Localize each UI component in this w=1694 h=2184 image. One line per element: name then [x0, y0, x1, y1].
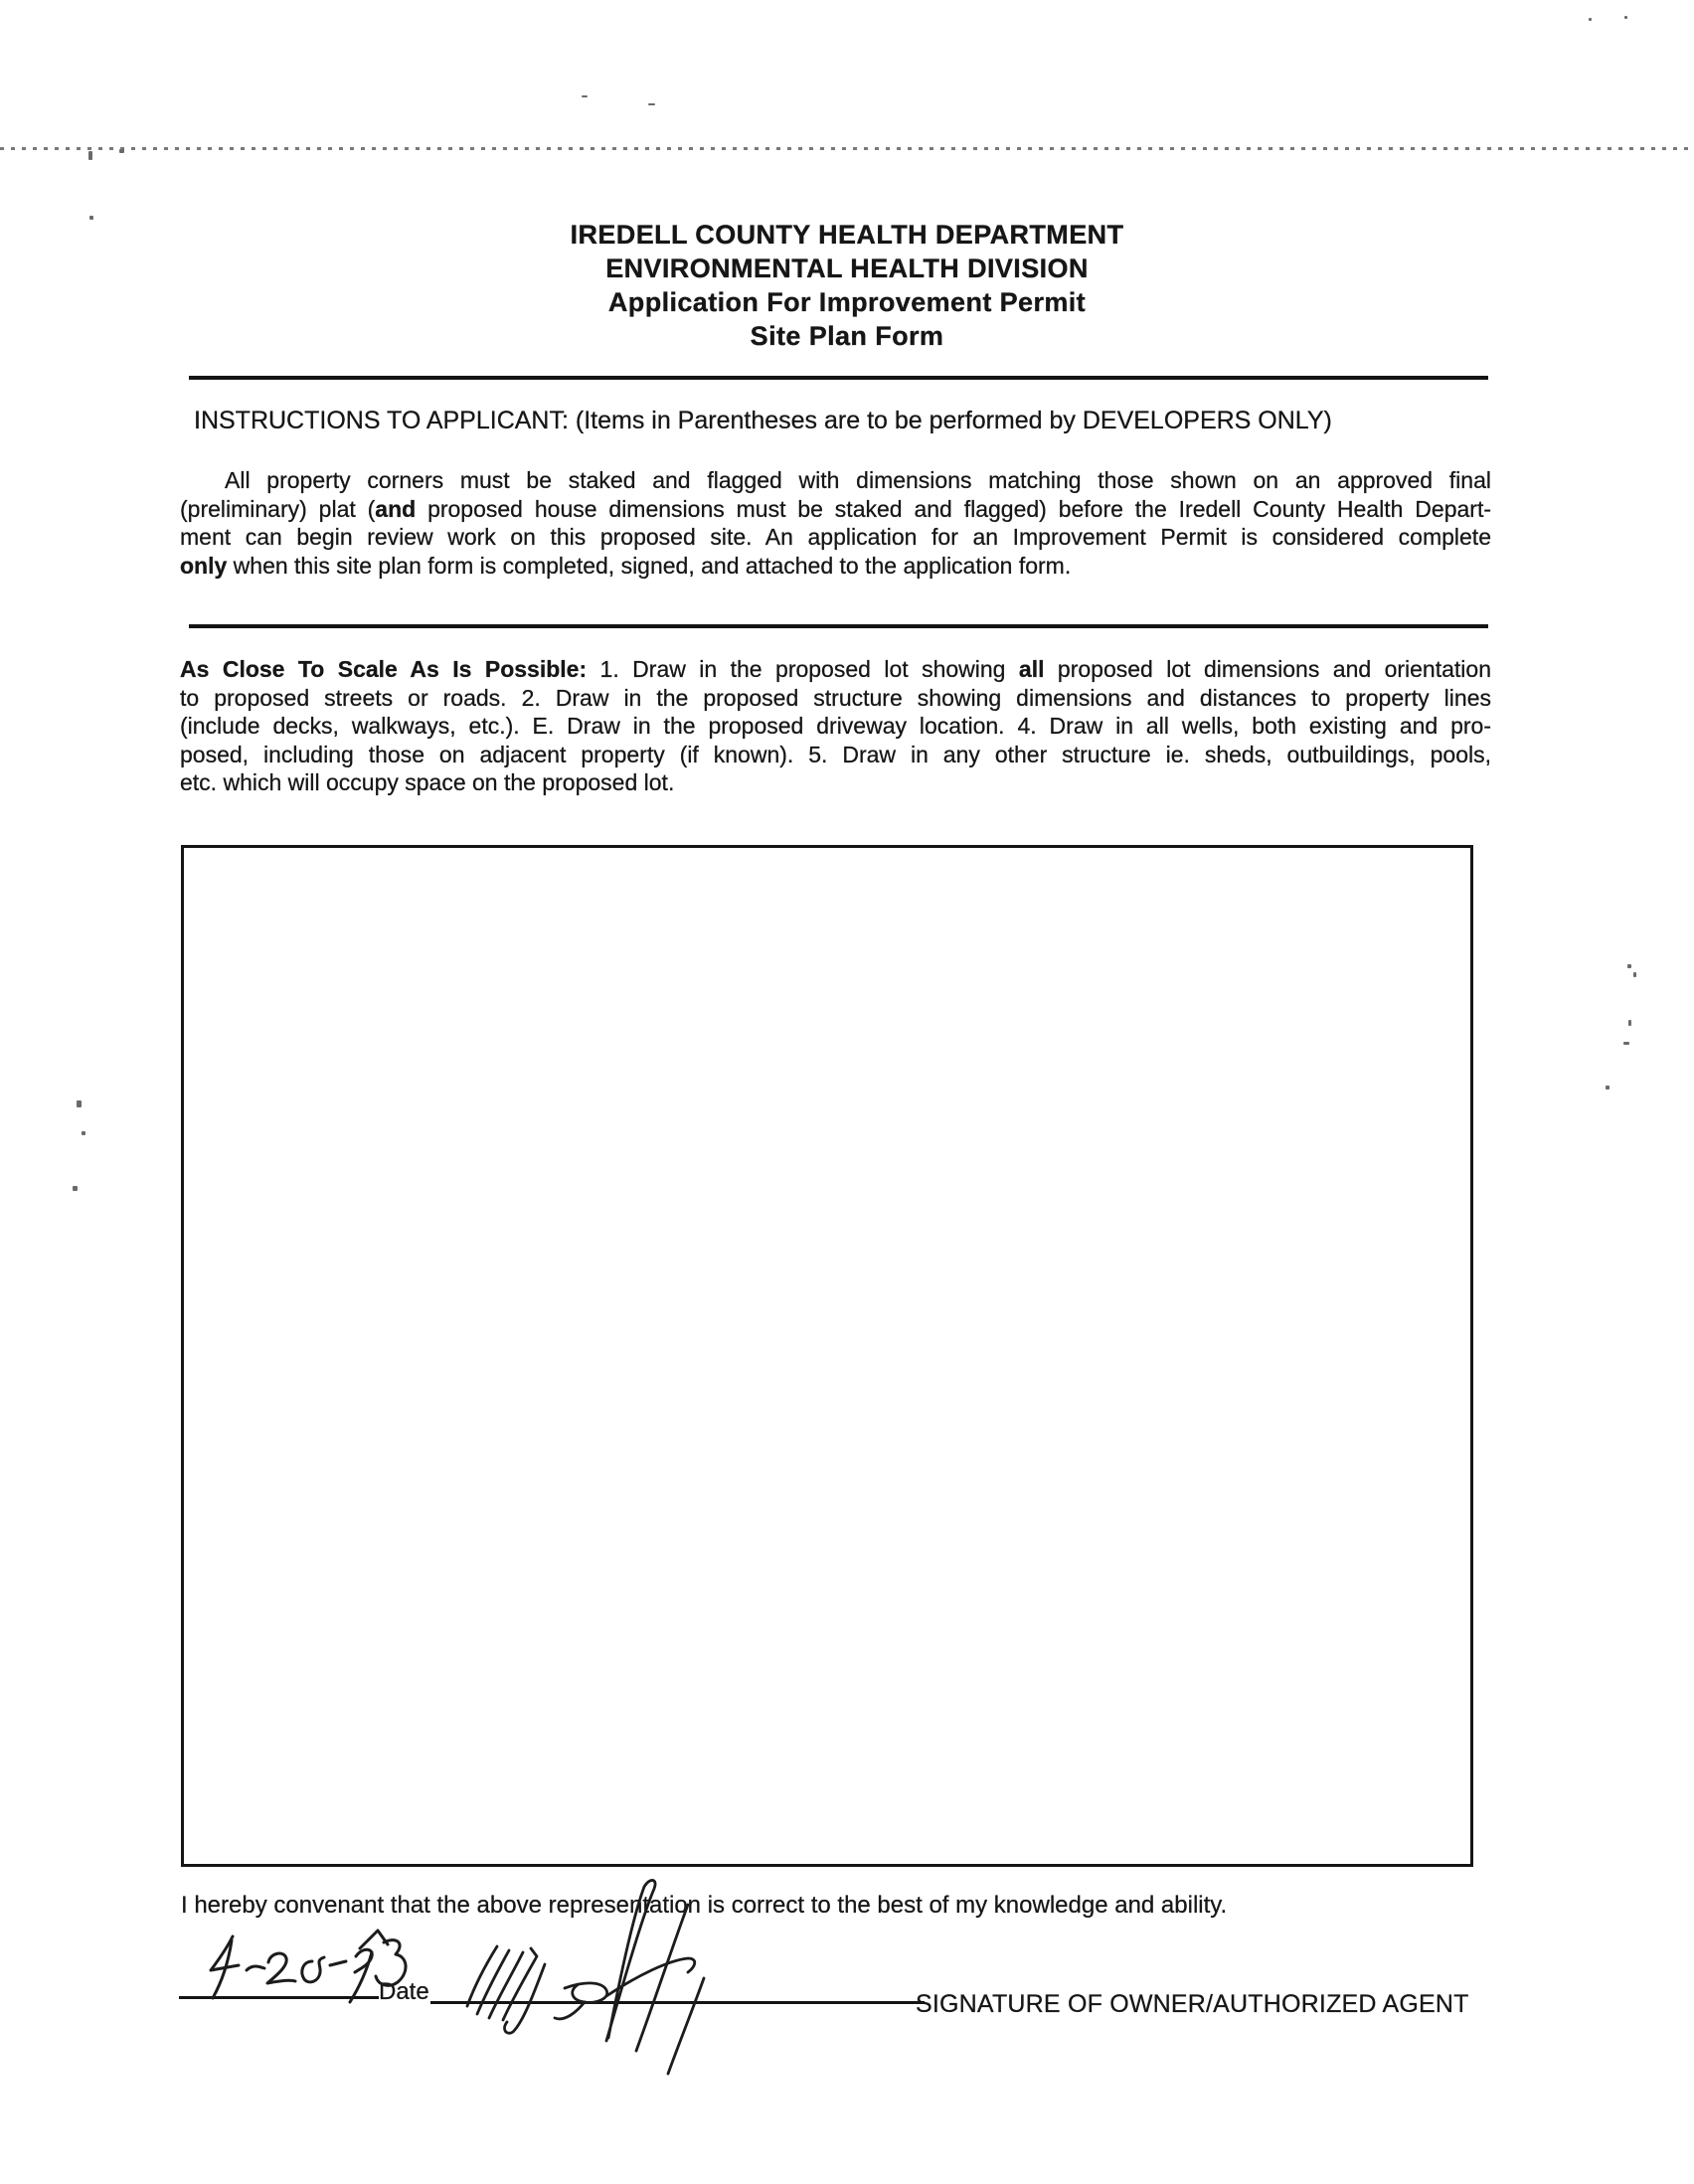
scan-speck: [1589, 18, 1592, 21]
date-label: Date: [379, 1978, 429, 2005]
scale-instructions-paragraph: [180, 655, 1491, 797]
header-form-name: Site Plan Form: [750, 321, 944, 351]
paragraph-line: (preliminary) plat (and proposed house dimensions must be staked and flagged) before the Iredell County Health Depart-: [180, 495, 1491, 522]
handwritten-date-ink: [199, 1929, 408, 2018]
scan-speck: [73, 1186, 78, 1191]
scan-speck: [1628, 1020, 1631, 1026]
paragraph-line: All property corners must be staked and flagged with dimensions matching those shown on an approved final: [225, 467, 1491, 493]
scan-speck: [1606, 1086, 1609, 1090]
signature-of-owner-label: SIGNATURE OF OWNER/AUTHORIZED AGENT: [916, 1990, 1469, 2018]
scan-speck: [88, 151, 92, 160]
scan-speck: [1627, 964, 1631, 968]
scan-speck: [1633, 972, 1636, 977]
instructions-heading: INSTRUCTIONS TO APPLICANT: (Items in Parentheses are to be performed by DEVELOPERS ONLY): [194, 407, 1332, 434]
scan-speck: [89, 216, 93, 220]
handwritten-signature-ink: [437, 1827, 775, 2086]
scan-speck: [82, 1131, 85, 1135]
paragraph-line: ment can begin review work on this proposed site. An application for an Improvement Permit is considered complete: [180, 524, 1491, 550]
paragraph-line: posed, including those on adjacent property (if known). 5. Draw in any other structure ie. sheds, outbuildings, pools,: [180, 741, 1491, 767]
certification-statement: I hereby convenant that the above representation is correct to the best of my knowledge and ability.: [181, 1892, 1228, 1919]
paragraph-line: etc. which will occupy space on the proposed lot.: [180, 769, 675, 795]
header-division: ENVIRONMENTAL HEALTH DIVISION: [605, 253, 1089, 283]
scan-speck: [582, 95, 588, 97]
scan-speck: [1624, 16, 1627, 19]
scan-speck: [119, 149, 124, 153]
site-plan-drawing-box: [181, 845, 1473, 1867]
paragraph-line: As Close To Scale As Is Possible: 1. Draw in the proposed lot showing all proposed lot dimensions and orientation: [180, 656, 1491, 682]
scan-speck: [77, 1100, 82, 1107]
header-department: IREDELL COUNTY HEALTH DEPARTMENT: [570, 220, 1124, 250]
paragraph-line: (include decks, walkways, etc.). E. Draw in the proposed driveway location. 4. Draw in all wells, both existing and pro-: [180, 713, 1491, 739]
paragraph-line: to proposed streets or roads. 2. Draw in the proposed structure showing dimensions and distances to property lines: [180, 684, 1491, 711]
form-header: [196, 218, 1498, 353]
scan-speck: [648, 103, 655, 105]
divider-rule-top: [189, 376, 1488, 380]
paragraph-line: only when this site plan form is completed, signed, and attached to the application form.: [180, 552, 1072, 579]
divider-rule-middle: [189, 624, 1488, 628]
instructions-paragraph: [180, 466, 1491, 580]
header-application-title: Application For Improvement Permit: [607, 287, 1087, 317]
scan-artifact-dotted-line: [0, 147, 1694, 150]
scan-speck: [1623, 1042, 1629, 1045]
